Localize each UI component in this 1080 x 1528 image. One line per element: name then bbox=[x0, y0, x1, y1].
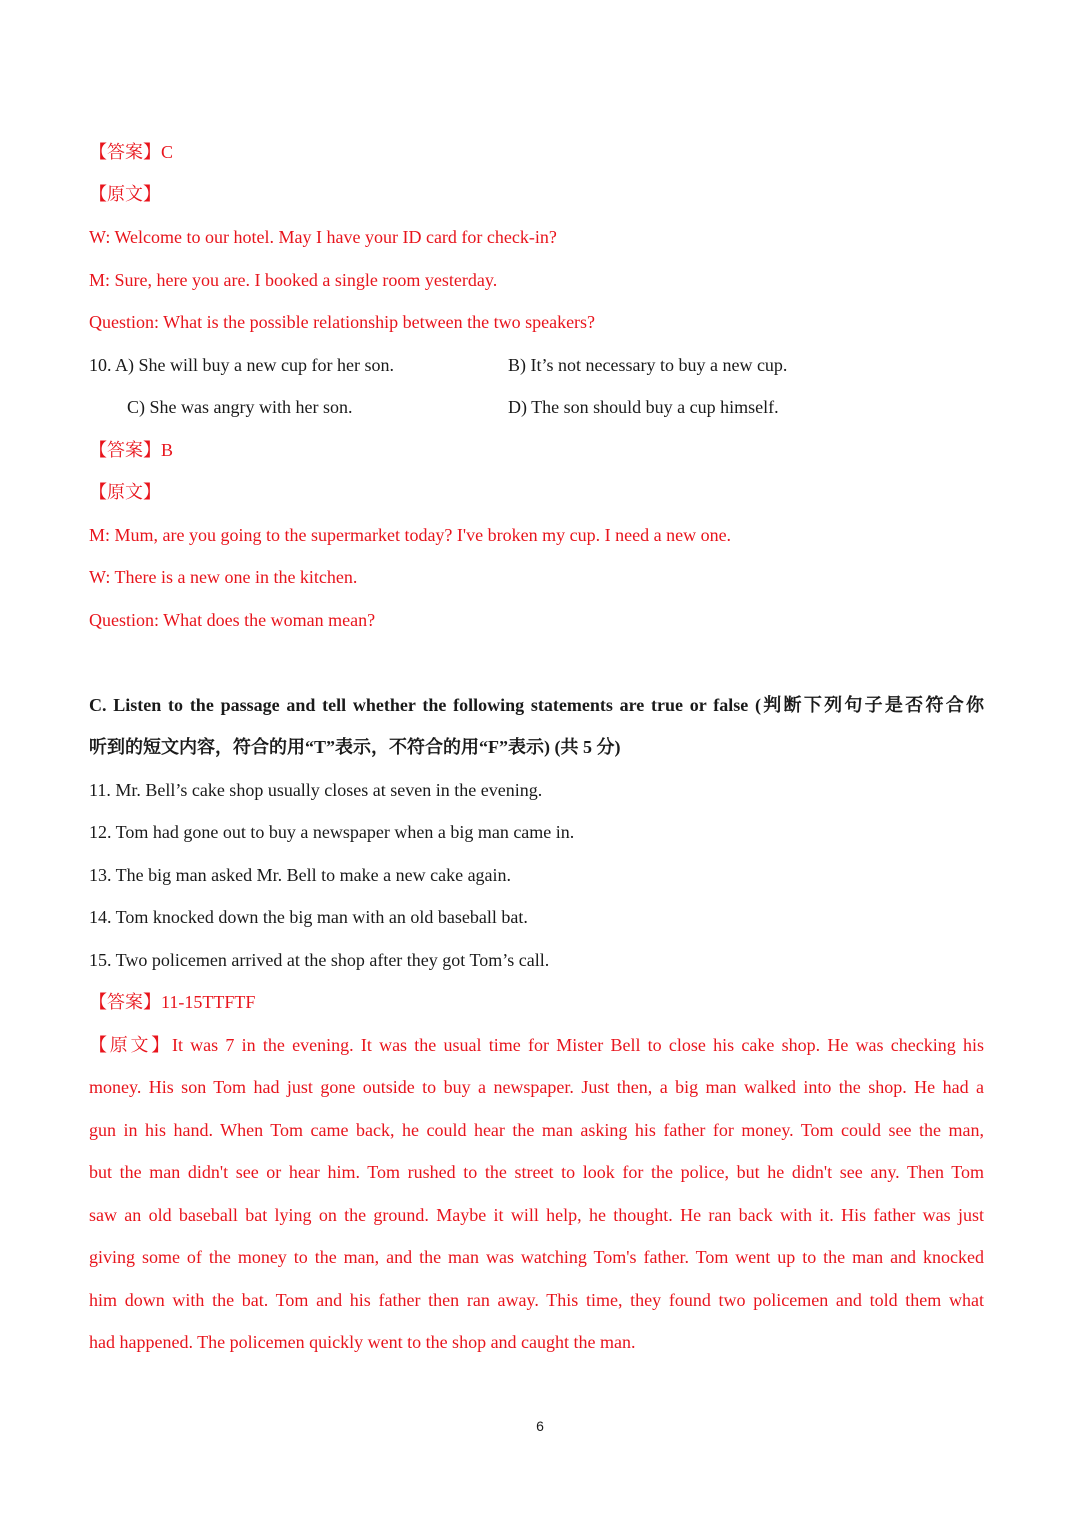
q10-question-line: Question: What does the woman mean? bbox=[89, 610, 376, 630]
transcript-label: 【原文】 bbox=[89, 1035, 172, 1055]
q10-option-d: D) The son should buy a cup himself. bbox=[508, 397, 779, 417]
q10-option-a: 10. A) She will buy a new cup for her son. bbox=[89, 355, 394, 375]
passage-line: money. His son Tom had just gone outside to buy a newspaper. Just then, a big man walked into the shop. He had a bbox=[89, 1077, 984, 1097]
q10-transcript-line: W: There is a new one in the kitchen. bbox=[89, 567, 358, 587]
answer-value: B bbox=[161, 440, 174, 460]
passage-line: giving some of the money to the man, and the man was watching Tom's father. Tom went up to the man and knocked bbox=[89, 1247, 984, 1267]
section-c-answer bbox=[89, 990, 255, 1014]
q9-question-line: Question: What is the possible relationship between the two speakers? bbox=[89, 312, 596, 332]
answer-value: 11-15TTFTF bbox=[161, 992, 256, 1012]
q10-transcript-line: M: Mum, are you going to the supermarket today? I've broken my cup. I need a new one. bbox=[89, 525, 732, 545]
passage-line: had happened. The policemen quickly went to the shop and caught the man. bbox=[89, 1332, 636, 1352]
q10-answer bbox=[89, 438, 173, 462]
statement-item: 11. Mr. Bell’s cake shop usually closes at seven in the evening. bbox=[89, 780, 543, 800]
answer-label: 【答案】 bbox=[89, 440, 161, 460]
q10-option-c: C) She was angry with her son. bbox=[127, 397, 353, 417]
passage-line: but the man didn't see or hear him. Tom rushed to the street to look for the police, but he didn't see any. Then Tom bbox=[89, 1162, 984, 1182]
statement-item: 12. Tom had gone out to buy a newspaper when a big man came in. bbox=[89, 822, 575, 842]
passage-line: gun in his hand. When Tom came back, he could hear the man asking his father for money. Tom could see the man, bbox=[89, 1120, 984, 1140]
q10-transcript-label: 【原文】 bbox=[89, 482, 161, 502]
section-c-heading-line-1: C. Listen to the passage and tell whether the following statements are true or false (判断下列句子是否符合你 bbox=[89, 695, 984, 715]
q10-option-b: B) It’s not necessary to buy a new cup. bbox=[508, 355, 788, 375]
q9-answer bbox=[89, 140, 173, 164]
q10-options-row-1 bbox=[89, 353, 984, 377]
section-c-heading-line-2: 听到的短文内容，符合的用“T”表示，不符合的用“F”表示) (共 5 分) bbox=[89, 737, 621, 757]
page-number: 6 bbox=[536, 1418, 544, 1434]
statement-item: 13. The big man asked Mr. Bell to make a new cake again. bbox=[89, 865, 512, 885]
answer-label: 【答案】 bbox=[89, 992, 161, 1012]
statement-item: 15. Two policemen arrived at the shop after they got Tom’s call. bbox=[89, 950, 550, 970]
passage-line: 【原文】It was 7 in the evening. It was the usual time for Mister Bell to close his cake shop. He was checking his bbox=[89, 1035, 985, 1055]
q9-transcript-line: W: Welcome to our hotel. May I have your ID card for check-in? bbox=[89, 227, 557, 247]
answer-label: 【答案】 bbox=[89, 142, 161, 162]
q9-transcript-label: 【原文】 bbox=[89, 184, 161, 204]
statement-item: 14. Tom knocked down the big man with an old baseball bat. bbox=[89, 907, 528, 927]
passage-line: saw an old baseball bat lying on the ground. Maybe it will help, he thought. He ran back with it. His father was just bbox=[89, 1205, 984, 1225]
q9-transcript-line: M: Sure, here you are. I booked a single room yesterday. bbox=[89, 270, 498, 290]
answer-value: C bbox=[161, 142, 174, 162]
passage-line: him down with the bat. Tom and his father then ran away. This time, they found two policemen and told them what bbox=[89, 1290, 984, 1310]
